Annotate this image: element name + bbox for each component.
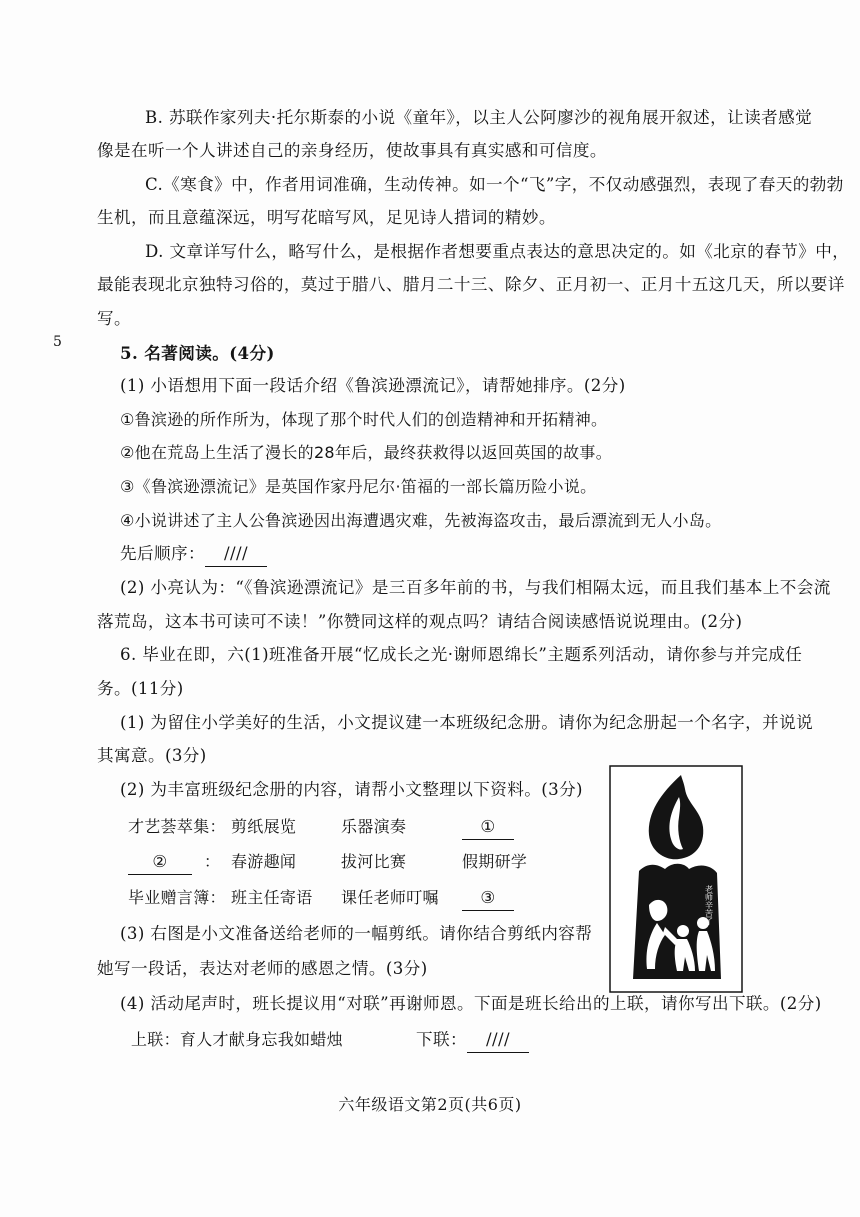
q6-heading-line1: 6. 毕业在即，六(1)班准备开展“忆成长之光·谢师恩绵长”主题系列活动，请你参与并完成任 (120, 645, 803, 664)
table-row1-a: 剪纸展览 (231, 817, 297, 836)
q6-heading-line2: 务。(11分) (97, 679, 184, 698)
table-row2-a: 春游趣闻 (231, 852, 297, 871)
q5-1-prompt: (1) 小语想用下面一段话介绍《鲁滨逊漂流记》，请帮她排序。(2分) (120, 376, 626, 395)
q5-2-line1: (2) 小亮认为：“《鲁滨逊漂流记》是三百多年前的书，与我们相隔太远，而且我们基本上不会流 (120, 578, 831, 597)
order-answer-blank[interactable]: //// (205, 542, 267, 567)
table-row3-label: 毕业赠言簿： (128, 888, 226, 907)
blank-3[interactable]: ③ (462, 886, 514, 911)
q6-3-line1: (3) 右图是小文准备送给老师的一幅剪纸。请你结合剪纸内容帮 (120, 924, 593, 943)
option-d-line3: 写。 (97, 309, 131, 328)
option-d-line2: 最能表现北京独特习俗的，莫过于腊八、腊月二十三、除夕、正月初一、正月十五这几天，所以要详 (97, 275, 845, 294)
option-b-line1: B. 苏联作家列夫·托尔斯泰的小说《童年》，以主人公阿廖沙的视角展开叙述，让读者感觉 (145, 108, 813, 127)
sentence-3: ③《鲁滨逊漂流记》是英国作家丹尼尔·笛福的一部长篇历险小说。 (120, 477, 597, 496)
table-row2-c: 假期研学 (462, 852, 528, 871)
sentence-2: ②他在荒岛上生活了漫长的28年后，最终获救得以返回英国的故事。 (120, 443, 613, 462)
q6-2-prompt: (2) 为丰富班级纪念册的内容，请帮小文整理以下资料。(3分) (120, 780, 583, 799)
q6-3-line2: 她写一段话，表达对老师的感恩之情。(3分) (97, 959, 428, 978)
page-footer: 六年级语文第2页(共6页) (338, 1095, 522, 1114)
q6-1-line2: 其寓意。(3分) (97, 746, 207, 765)
couplet-lower-line (416, 1028, 529, 1053)
option-c-line2: 生机，而且意蕴深远，明写花暗写风，足见诗人措词的精妙。 (97, 208, 556, 227)
blank-2[interactable]: ② (128, 850, 192, 875)
order-label: 先后顺序： (120, 544, 205, 563)
table-row2-b: 拔河比赛 (341, 852, 407, 871)
q5-heading: 5. 名著阅读。(4分) (120, 343, 275, 363)
couplet-upper: 上联：育人才献身忘我如蜡烛 (131, 1030, 343, 1049)
papercut-image (609, 765, 743, 993)
q6-1-line1: (1) 为留住小学美好的生活，小文提议建一本班级纪念册。请你为纪念册起一个名字，并说说 (120, 713, 814, 732)
couplet-lower-label: 下联： (416, 1030, 467, 1049)
option-b-line2: 像是在听一个人讲述自己的亲身经历，使故事具有真实感和可信度。 (97, 141, 607, 160)
candle-papercut-icon (609, 765, 743, 993)
blank-1[interactable]: ① (462, 815, 514, 840)
table-row2-colon: ： (204, 852, 221, 871)
papercut-caption (705, 884, 714, 925)
order-answer-line (120, 542, 267, 567)
sentence-4: ④小说讲述了主人公鲁滨逊因出海遭遇灾难，先被海盗攻击，最后漂流到无人小岛。 (120, 511, 722, 530)
table-row3-a: 班主任寄语 (231, 888, 313, 907)
option-d-line1: D. 文章详写什么，略写什么，是根据作者想要重点表达的意思决定的。如《北京的春节》中， (145, 242, 850, 261)
margin-mark: 5 (53, 334, 62, 350)
q5-2-line2: 落荒岛，这本书可读可不读！”你赞同这样的观点吗？请结合阅读感悟说说理由。(2分) (97, 612, 743, 631)
option-c-line1: C.《寒食》中，作者用词准确，生动传神。如一个“飞”字，不仅动感强烈，表现了春天的勃勃 (145, 175, 844, 194)
couplet-lower-blank[interactable]: //// (467, 1028, 529, 1053)
table-row1-label: 才艺荟萃集： (128, 817, 226, 836)
sentence-1: ①鲁滨逊的所作所为，体现了那个时代人们的创造精神和开拓精神。 (120, 410, 608, 429)
table-row1-b: 乐器演奏 (341, 817, 407, 836)
q6-4-prompt: (4) 活动尾声时，班长提议用“对联”再谢师恩。下面是班长给出的上联，请你写出下联。(2分) (120, 994, 822, 1013)
table-row3-b: 课任老师叮嘱 (341, 888, 439, 907)
svg-text:老师辛苦了: 老师辛苦了 (704, 885, 714, 925)
